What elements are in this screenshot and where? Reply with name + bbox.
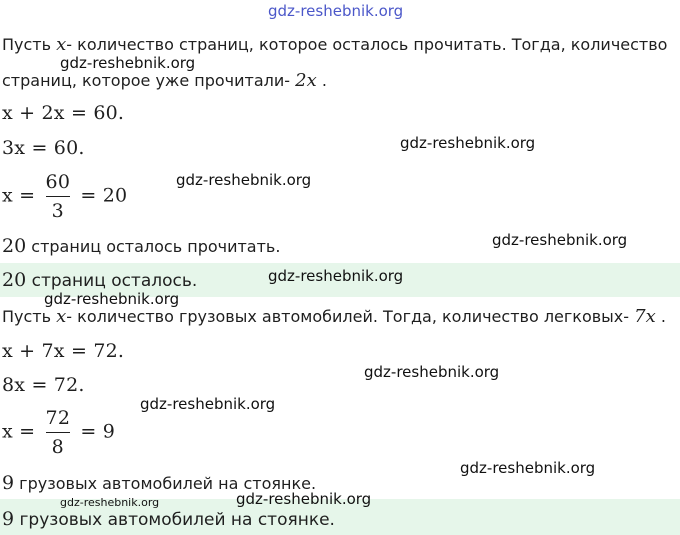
problem2-intro-text-c: . <box>655 307 666 326</box>
problem2-eq3-right: = 9 <box>80 420 116 443</box>
problem2-answer <box>2 508 335 530</box>
problem1-result-number: 20 <box>2 235 27 257</box>
watermark-9: gdz-reshebnik.org <box>460 459 596 477</box>
watermark-8: gdz-reshebnik.org <box>140 395 276 413</box>
problem2-equation-2: 8x = 72. <box>2 374 85 396</box>
problem2-result-number: 9 <box>2 472 15 494</box>
watermark-6: gdz-reshebnik.org <box>44 290 180 308</box>
problem2-equation-1: x + 7x = 72. <box>2 340 125 362</box>
problem1-eq3-left: x = <box>2 184 36 207</box>
problem1-intro-variable: x <box>56 34 67 55</box>
problem1-fraction <box>46 170 71 223</box>
problem1-result <box>2 235 280 257</box>
problem2-equation-3 <box>2 406 115 459</box>
watermark-7: gdz-reshebnik.org <box>364 363 500 381</box>
problem1-intro-line2-end: . <box>316 71 327 90</box>
problem1-answer-number: 20 <box>2 269 27 291</box>
problem1-intro-line2-variable: 2x <box>295 70 317 91</box>
problem1-intro-line2 <box>2 70 327 91</box>
watermark-10: gdz-reshebnik.org <box>60 496 160 509</box>
problem2-fraction-denominator: 8 <box>51 436 64 458</box>
problem2-intro-variable: x <box>56 306 67 327</box>
problem1-answer <box>2 269 197 291</box>
watermark-top[interactable]: gdz-reshebnik.org <box>268 2 404 20</box>
problem1-fraction-denominator: 3 <box>51 200 64 222</box>
problem1-answer-text: страниц осталось. <box>26 271 198 291</box>
problem1-intro-text-b: - количество страниц, которое осталось прочитать. Тогда, количество <box>66 35 668 54</box>
problem1-result-text: страниц осталось прочитать. <box>26 237 281 256</box>
watermark-11: gdz-reshebnik.org <box>236 490 372 508</box>
problem2-intro-text-a: Пусть <box>2 307 57 326</box>
problem1-intro-line1 <box>2 34 667 55</box>
watermark-5: gdz-reshebnik.org <box>268 267 404 285</box>
problem2-eq3-left: x = <box>2 420 36 443</box>
problem1-fraction-bar <box>46 196 71 197</box>
problem2-intro-variable-2: 7x <box>634 306 656 327</box>
problem2-answer-number: 9 <box>2 508 15 530</box>
problem2-fraction-bar <box>46 432 71 433</box>
problem2-fraction <box>46 406 71 459</box>
problem2-result-text: грузовых автомобилей на стоянке. <box>14 474 317 493</box>
problem1-intro-text-a: Пусть <box>2 35 57 54</box>
watermark-2: gdz-reshebnik.org <box>400 134 536 152</box>
watermark-1: gdz-reshebnik.org <box>60 54 196 72</box>
watermark-4: gdz-reshebnik.org <box>492 231 628 249</box>
problem1-equation-1: x + 2x = 60. <box>2 102 125 124</box>
problem2-intro-text-b: - количество грузовых автомобилей. Тогда, количество легковых- <box>66 307 635 326</box>
problem2-answer-text: грузовых автомобилей на стоянке. <box>14 510 335 530</box>
problem1-fraction-numerator: 60 <box>45 171 71 193</box>
problem1-equation-3 <box>2 170 127 223</box>
problem1-intro-line2-text: страниц, которое уже прочитали- <box>2 71 296 90</box>
problem1-eq3-right: = 20 <box>80 184 128 207</box>
watermark-3: gdz-reshebnik.org <box>176 171 312 189</box>
problem2-intro <box>2 306 666 327</box>
problem2-fraction-numerator: 72 <box>45 407 71 429</box>
problem1-equation-2: 3x = 60. <box>2 137 85 159</box>
